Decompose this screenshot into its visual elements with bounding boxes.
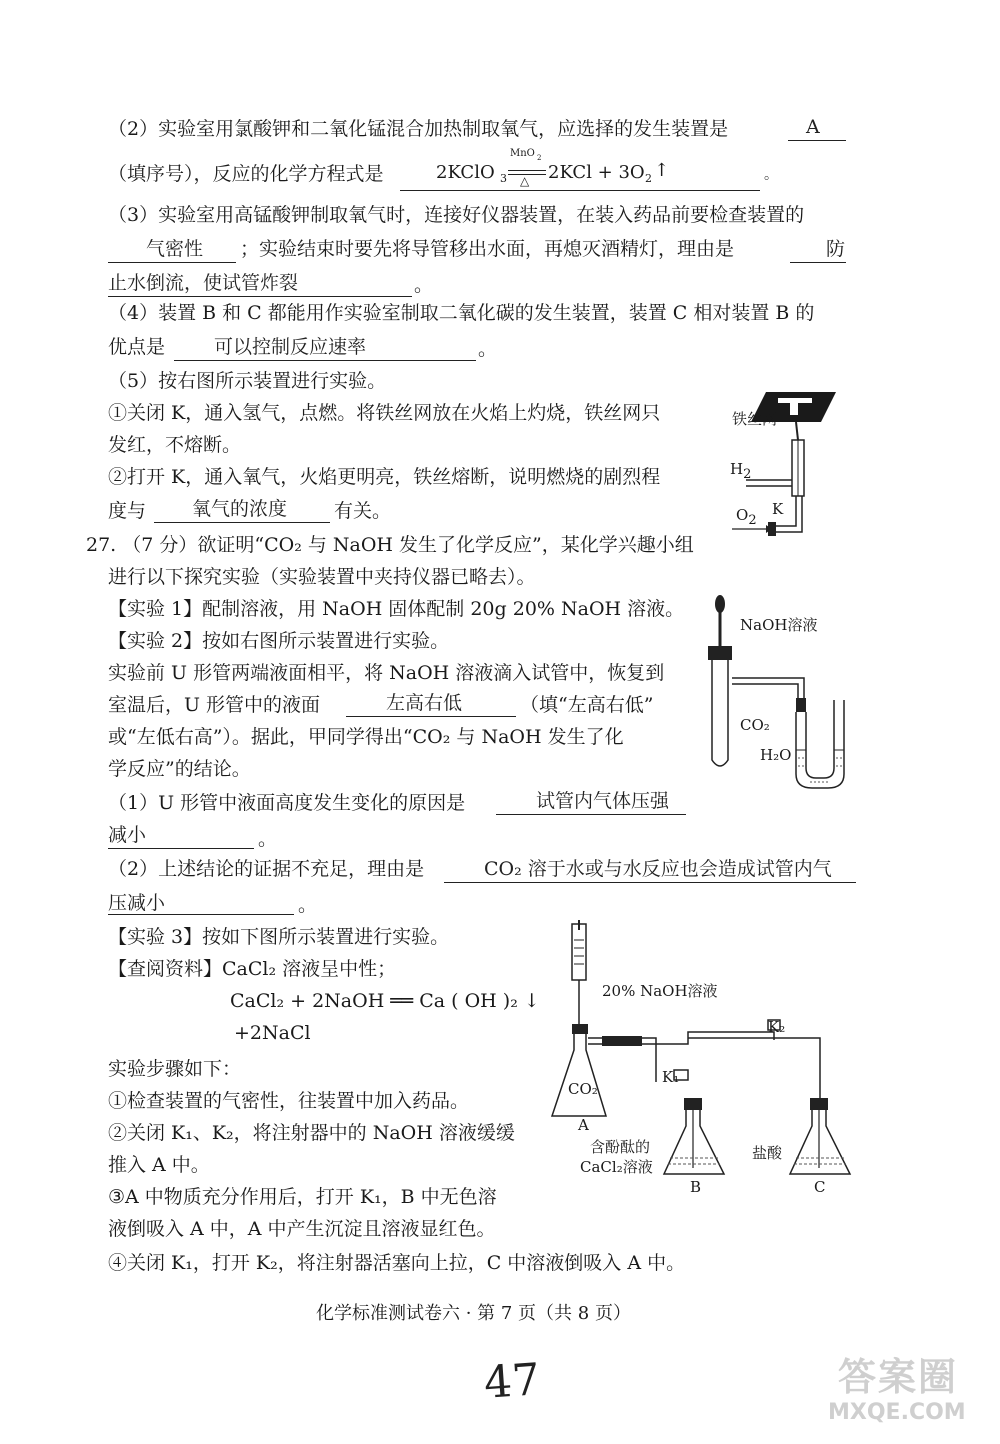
fig2-label-co2: CO₂ <box>740 716 770 734</box>
fig2-label-naoh: NaOH溶液 <box>740 616 818 634</box>
q27-sub2-answer-a: CO₂ 溶于水或与水反应也会造成试管内气 <box>484 858 832 880</box>
q26-part5-line5: 度与 <box>108 500 147 522</box>
fig3-label-cacl2-1: 含酚酞的 <box>590 1138 651 1156</box>
q27-exp3: 【实验 3】按如下图所示装置进行实验。 <box>108 926 450 948</box>
eq-gas-arrow: ↑ <box>654 160 670 181</box>
q27-step4: ④关闭 K₁，打开 K₂，将注射器活塞向上拉，C 中溶液倒吸入 A 中。 <box>108 1252 686 1274</box>
eq-reactant: 2KClO <box>436 162 495 183</box>
period: 。 <box>478 338 498 360</box>
eq-catalyst-subscript: 2 <box>537 154 542 162</box>
q27-sub2-question: （2）上述结论的证据不充足，理由是 <box>108 858 425 880</box>
flask-c-liquid <box>794 1158 846 1164</box>
fig3-label-a: A <box>578 1116 589 1134</box>
stopper <box>708 646 732 660</box>
q26-part2-line2: （填序号），反应的化学方程式是 <box>108 163 384 185</box>
q27-step3-line1: ③A 中物质充分作用后，打开 K₁，B 中无色溶 <box>108 1186 497 1208</box>
q27-step2-line1: ②关闭 K₁、K₂，将注射器中的 NaOH 溶液缓缓 <box>108 1122 515 1144</box>
q27-intro-line1: 27. （7 分）欲证明“CO₂ 与 NaOH 发生了化学反应”，某化学兴趣小组 <box>86 534 694 556</box>
pipe-to-c <box>688 1038 820 1098</box>
q27-sub1-question: （1）U 形管中液面高度发生变化的原因是 <box>108 792 466 814</box>
connecting-pipe <box>732 684 798 700</box>
period: 。 <box>258 828 278 850</box>
fig3-label-co2: CO₂ <box>568 1080 598 1098</box>
q27-exp2-line4: 学反应”的结论。 <box>108 758 251 780</box>
connecting-pipe <box>732 678 804 700</box>
q26-part5-line5-end: 有关。 <box>334 500 392 522</box>
h2-symbol: H <box>730 460 744 478</box>
eq-reactant-subscript: 3 <box>500 172 507 185</box>
fig3-label-k1: K₁ <box>662 1068 680 1086</box>
eq-product-subscript: 2 <box>645 172 652 185</box>
eq-heat-condition: △ <box>520 174 530 188</box>
flame-tip <box>796 422 798 440</box>
answer-underline <box>154 522 330 523</box>
q27-exp2: 【实验 2】按如右图所示装置进行实验。 <box>108 630 450 652</box>
chemical-equation-kclo3 <box>436 150 766 190</box>
fig3-label-c: C <box>814 1178 826 1196</box>
answer-underline <box>174 360 476 361</box>
fig3-label-b: B <box>690 1178 702 1196</box>
fig3-label-naoh: 20% NaOH溶液 <box>602 982 718 1000</box>
fig1-label-o2 <box>736 506 757 530</box>
page-footer: 化学标准测试卷六 · 第 7 页（共 8 页） <box>316 1303 631 1324</box>
q27-exp2-line2: 室温后，U 形管中的液面 <box>108 694 321 716</box>
q26-part5-answer: 氧气的浓度 <box>192 498 288 520</box>
fig3-label-cacl2-2: CaCl₂溶液 <box>580 1158 653 1176</box>
q26-part5-line1: （5）按右图所示装置进行实验。 <box>108 370 387 392</box>
answer-underline <box>346 716 516 717</box>
q26-part3-answer2a: 防 <box>826 238 846 260</box>
q26-part2-line1: （2）实验室用氯酸钾和二氧化锰混合加热制取氧气，应选择的发生装置是 <box>108 118 729 140</box>
u-tube-outer <box>796 700 844 788</box>
q27-exp2-line1: 实验前 U 形管两端液面相平，将 NaOH 溶液滴入试管中，恢复到 <box>108 662 665 684</box>
q26-part3-line2: ；实验结束时要先将导管移出水面，再熄灭酒精灯，理由是 <box>240 238 735 260</box>
period: 。 <box>764 167 778 183</box>
o2-subscript: 2 <box>748 513 757 528</box>
q27-step3-line2: 液倒吸入 A 中，A 中产生沉淀且溶液显红色。 <box>108 1218 496 1240</box>
answer-underline <box>444 882 856 883</box>
q26-part3-line1: （3）实验室用高锰酸钾制取氧气时，连接好仪器装置，在装入药品前要检查装置的 <box>108 204 805 226</box>
answer-underline <box>400 190 760 191</box>
q27-reference-equation-end: +2NaCl <box>234 1022 311 1044</box>
test-tube <box>712 660 728 766</box>
watermark-logo: 答案圈 <box>838 1355 959 1399</box>
q26-part4-line2: 优点是 <box>108 336 166 358</box>
q27-reference-line1: 【查阅资料】CaCl₂ 溶液呈中性； <box>108 958 397 980</box>
flask-b-liquid <box>668 1158 720 1164</box>
q27-exp1: 【实验 1】配制溶液，用 NaOH 固体配制 20g 20% NaOH 溶液。 <box>108 598 685 620</box>
q26-part5-line4: ②打开 K，通入氧气，火焰更明亮，铁丝熔断，说明燃烧的剧烈程 <box>108 466 661 488</box>
o2-symbol: O <box>736 506 749 524</box>
answer-underline <box>108 914 294 915</box>
q27-sub1-answer-a: 试管内气体压强 <box>536 790 670 812</box>
q26-part4-line1: （4）装置 B 和 C 都能用作实验室制取二氧化碳的发生装置，装置 C 相对装置 B 的 <box>108 302 815 324</box>
q26-part5-line2: ①关闭 K，通入氢气，点燃。将铁丝网放在火焰上灼烧，铁丝网只 <box>108 402 661 424</box>
mesh-opening <box>778 398 812 403</box>
answer-underline <box>108 848 254 849</box>
answer-underline <box>496 814 686 815</box>
answer-underline <box>108 262 236 263</box>
q27-reference-equation: CaCl₂ + 2NaOH ══ Ca ( OH )₂ ↓ <box>230 990 540 1012</box>
fig2-label-h2o: H₂O <box>760 746 792 764</box>
q27-exp2-line2-end: （填“左高右低” <box>520 694 654 716</box>
fig3-label-k2: K₂ <box>768 1018 786 1036</box>
syringe-barrel <box>572 924 586 980</box>
mesh-opening <box>790 403 798 415</box>
fig1-label-wire: 铁丝网 <box>732 410 778 428</box>
u-tube-inner <box>806 700 834 778</box>
q27-steps-title: 实验步骤如下： <box>108 1058 242 1080</box>
u-tube-stopper <box>796 698 806 712</box>
rubber-tube <box>602 1036 642 1046</box>
fig3-label-hcl: 盐酸 <box>752 1144 783 1162</box>
fig1-label-k: K <box>772 500 784 518</box>
h2-subscript: 2 <box>743 467 752 482</box>
watermark-site: MXQE.COM <box>828 1400 966 1425</box>
q26-part5-line3: 发红，不熔断。 <box>108 434 242 456</box>
q27-sub2-answer-b: 压减小 <box>108 892 166 914</box>
fig1-label-h2 <box>730 460 751 484</box>
answer-underline <box>790 262 846 263</box>
syringe-marks <box>574 940 584 964</box>
q27-intro-line2: 进行以下探究实验（实验装置中夹持仪器已略去）。 <box>108 566 536 588</box>
q27-exp2-answer: 左高右低 <box>386 692 463 714</box>
q27-step1: ①检查装置的气密性，往装置中加入药品。 <box>108 1090 470 1112</box>
answer-underline <box>788 140 846 141</box>
period: 。 <box>298 894 318 916</box>
answer-underline <box>108 296 412 297</box>
q26-part3-answer2b: 止水倒流，使试管炸裂 <box>108 272 299 294</box>
flask-a <box>552 1034 606 1116</box>
flask-a-stopper <box>572 1024 588 1034</box>
eq-products: 2KCl + 3O <box>548 162 645 183</box>
handwritten-page-number: 47 <box>482 1354 542 1409</box>
q26-part4-answer: 可以控制反应速率 <box>214 336 367 358</box>
eq-double-line-top <box>508 170 546 171</box>
q26-part3-answer1: 气密性 <box>146 238 204 260</box>
q26-part2-answer: A <box>806 116 820 138</box>
period: 。 <box>414 274 434 296</box>
dropper-bulb <box>715 595 725 613</box>
q27-step2-line2: 推入 A 中。 <box>108 1154 210 1176</box>
eq-catalyst: MnO <box>510 148 535 159</box>
q27-exp2-line3: 或“左低右高”）。据此，甲同学得出“CO₂ 与 NaOH 发生了化 <box>108 726 624 748</box>
q27-sub1-answer-b: 减小 <box>108 824 147 846</box>
